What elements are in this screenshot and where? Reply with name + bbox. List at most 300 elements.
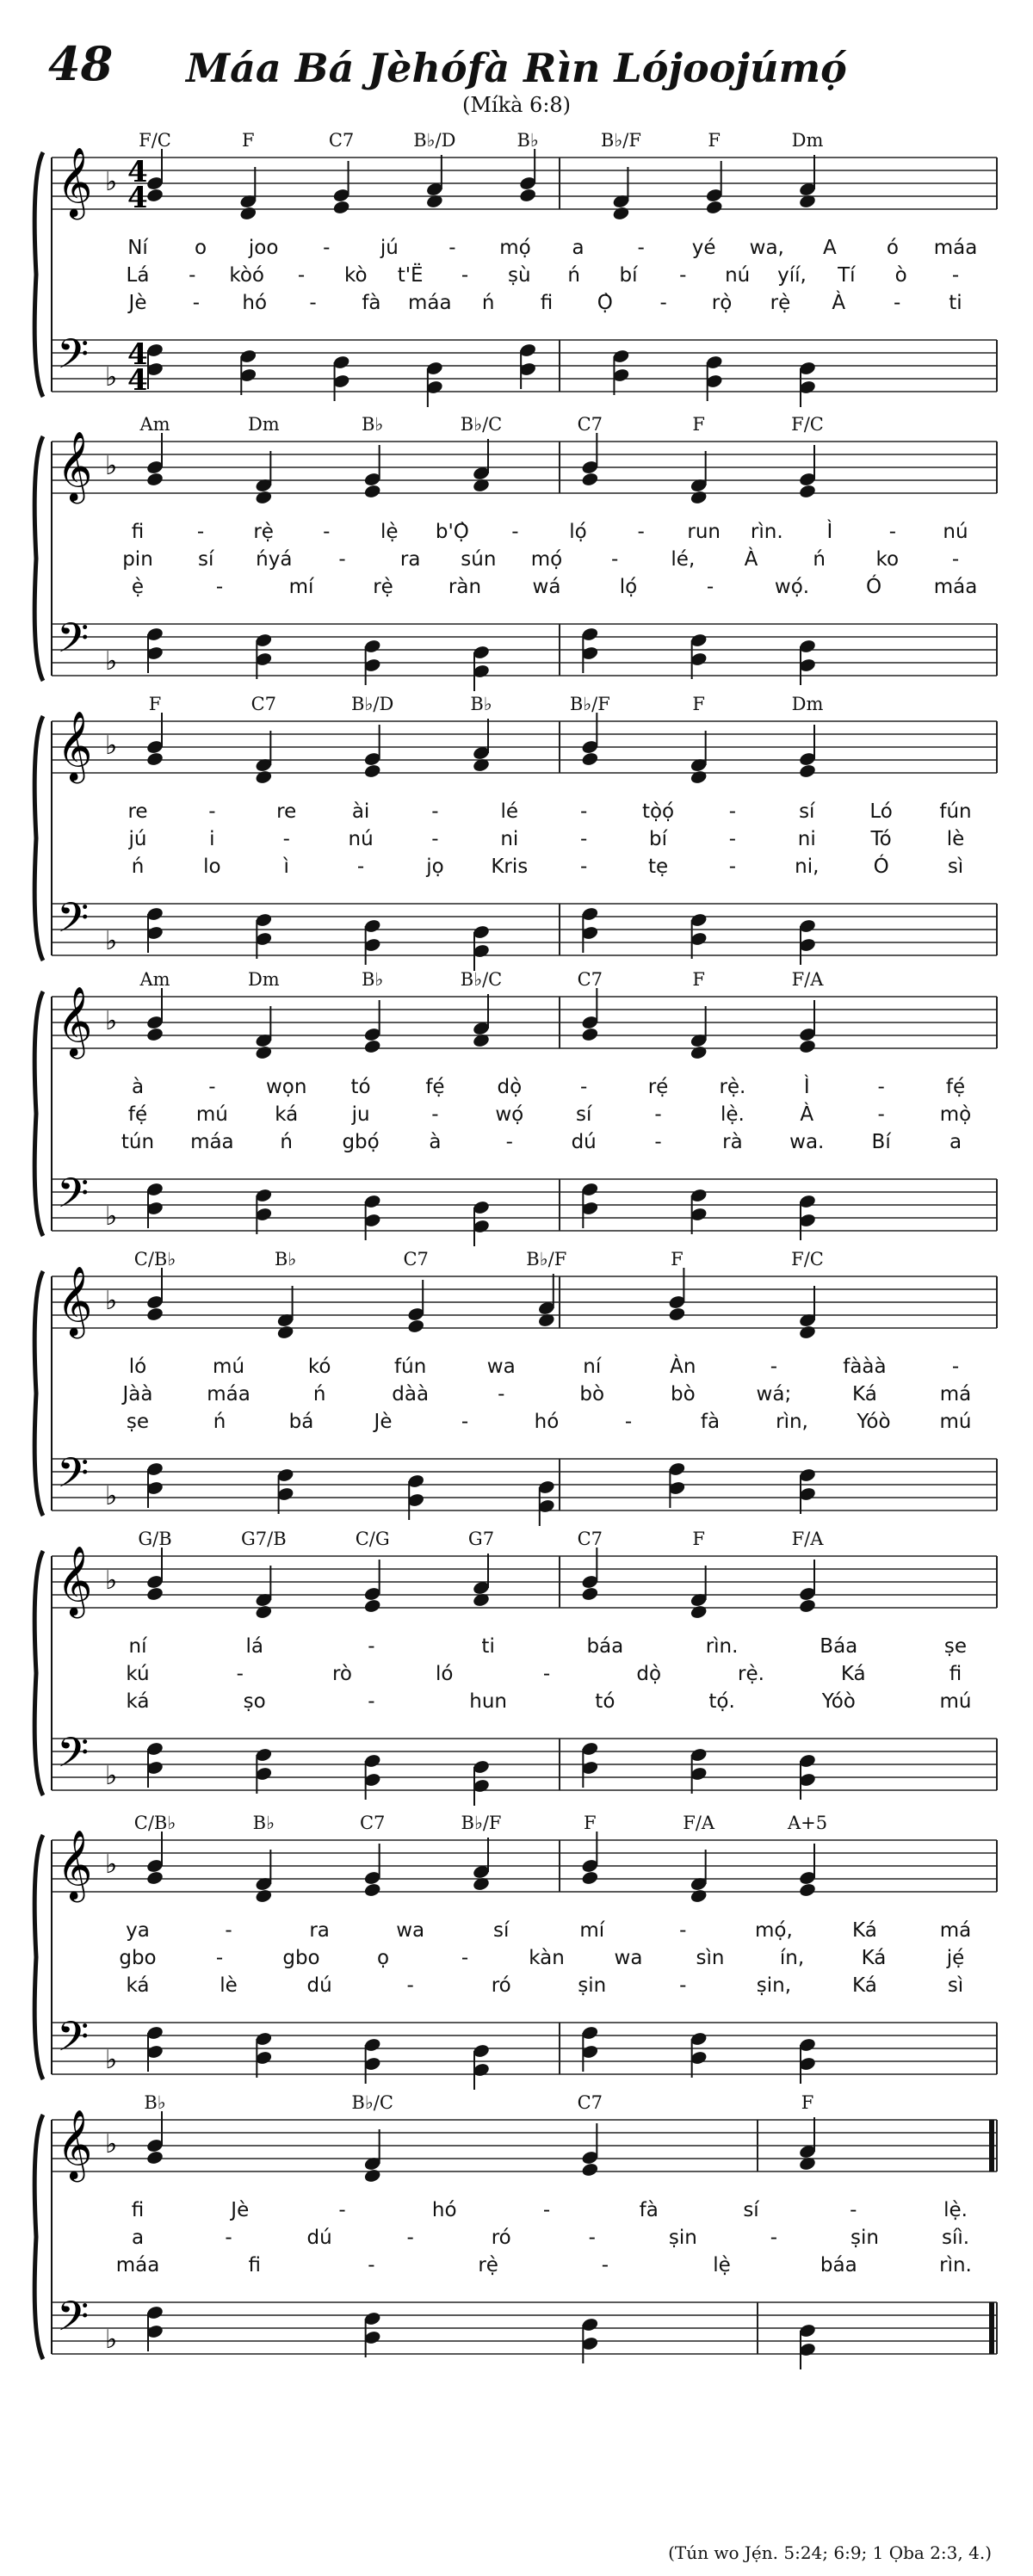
svg-text:𝄞: 𝄞: [57, 1829, 93, 1900]
lyric-verse-1: ya: [126, 1919, 150, 1942]
lyric-verse-2: pin: [122, 548, 153, 571]
lyric-verse-3: -: [406, 1974, 414, 1997]
lyric-verse-3: Ó: [873, 856, 889, 878]
lyric-verse-1: -: [877, 1076, 885, 1098]
svg-text:𝄢: 𝄢: [57, 893, 90, 952]
lyric-verse-1: rìn.: [705, 1635, 739, 1658]
svg-text:♭: ♭: [105, 2129, 118, 2159]
chord-symbol: Dm: [791, 694, 824, 714]
chord-symbol: C7: [577, 2092, 603, 2113]
lyric-verse-1: ṣe: [943, 1635, 968, 1658]
lyric-verse-2: síì.: [941, 2227, 970, 2249]
lyric-verse-2: -: [951, 548, 960, 571]
lyric-verse-1: mọ́: [499, 237, 531, 259]
lyric-verse-3: fà: [362, 292, 381, 314]
lyric-verse-1: sí: [799, 800, 815, 823]
lyric-verse-2: ṣin: [850, 2227, 879, 2249]
lyric-verse-3: -: [728, 856, 737, 878]
lyric-verse-2: ju: [351, 1103, 370, 1126]
lyric-verse-1: tọ̀ọ́: [641, 800, 675, 823]
chord-symbol: B♭/D: [413, 130, 456, 151]
chord-symbol: B♭/F: [526, 1249, 567, 1269]
lyric-verse-1: ní: [583, 1356, 602, 1378]
lyric-verse-2: lẹ̀.: [720, 1103, 745, 1126]
lyric-verse-2: sìn: [696, 1947, 725, 1969]
lyric-verse-3: à: [429, 1131, 442, 1153]
lyric-verse-3: tó: [595, 1690, 615, 1713]
lyric-verse-2: -: [406, 2227, 414, 2249]
lyric-verse-1: à: [131, 1076, 145, 1098]
chord-symbol: F/C: [139, 130, 171, 151]
lyric-verse-2: ńyá: [256, 548, 293, 571]
svg-text:𝄞: 𝄞: [57, 2109, 93, 2179]
lyric-verse-2: dàà: [392, 1383, 430, 1405]
lyric-verse-3: ń: [280, 1131, 294, 1153]
chord-symbol: B♭/C: [460, 969, 503, 990]
lyric-verse-3: dú: [306, 1974, 332, 1997]
chord-symbol: B♭: [470, 694, 492, 714]
lyric-verse-1: run: [687, 521, 721, 543]
lyric-verse-2: Jàà: [122, 1383, 153, 1405]
lyric-verse-3: -: [356, 856, 365, 878]
chord-symbol: Am: [139, 969, 170, 990]
lyric-verse-2: -: [461, 264, 469, 287]
chord-symbol: B♭/C: [351, 2092, 393, 2113]
chord-symbol: F: [241, 130, 255, 151]
lyric-verse-3: lè: [220, 1974, 238, 1997]
lyric-verse-3: Bí: [871, 1131, 891, 1153]
lyric-verse-3: ń: [481, 292, 495, 314]
lyric-verse-3: -: [706, 576, 714, 598]
lyric-verse-3: sì: [947, 1974, 964, 1997]
svg-text:𝄞: 𝄞: [57, 146, 93, 217]
lyric-verse-2: mọ̀: [939, 1103, 972, 1126]
lyric-verse-3: -: [368, 2254, 375, 2276]
lyric-verse-2: lé,: [671, 548, 696, 571]
lyric-verse-3: ì: [283, 856, 289, 878]
lyric-verse-2: -: [654, 1103, 662, 1126]
chord-symbol: G7: [467, 1529, 495, 1549]
lyric-verse-2: ọ: [376, 1947, 390, 1969]
svg-text:♭: ♭: [105, 167, 118, 197]
lyric-verse-1: b'Ọ̀: [435, 521, 469, 543]
lyric-verse-3: gbọ́: [342, 1131, 380, 1153]
lyric-verse-3: Ká: [852, 1974, 877, 1997]
lyric-verse-1: Ní: [127, 237, 148, 259]
lyric-verse-1: joo: [248, 237, 279, 259]
lyric-verse-2: ń: [312, 1383, 326, 1405]
lyric-verse-2: -: [189, 264, 196, 287]
lyric-verse-3: -: [215, 576, 224, 598]
lyric-verse-2: jú: [128, 828, 147, 850]
lyric-verse-3: máa: [407, 292, 452, 314]
svg-text:♭: ♭: [105, 731, 118, 761]
lyric-verse-2: -: [461, 1947, 469, 1969]
lyric-verse-3: ṣin,: [756, 1974, 792, 1997]
lyric-verse-2: ká: [275, 1103, 299, 1126]
lyric-verse-1: fẹ́: [425, 1076, 445, 1098]
lyric-verse-1: re: [276, 800, 297, 823]
chord-symbol: C7: [359, 1813, 386, 1833]
svg-text:♭: ♭: [105, 1286, 118, 1316]
svg-text:𝄢: 𝄢: [57, 2012, 90, 2071]
lyric-verse-2: sí: [197, 548, 214, 571]
lyric-verse-1: -: [888, 521, 897, 543]
scripture-reference: (Míkà 6:8): [461, 93, 572, 117]
lyric-verse-3: mí: [288, 576, 314, 598]
lyric-verse-3: rìn,: [776, 1411, 808, 1433]
staff-lines: [0, 1532, 1033, 1816]
lyric-verse-2: -: [282, 828, 290, 850]
lyric-verse-1: -: [637, 237, 645, 259]
lyric-verse-2: -: [770, 2227, 778, 2249]
lyric-verse-1: -: [368, 1635, 375, 1658]
lyric-verse-3: tẹ: [647, 856, 669, 878]
lyric-verse-3: lọ́: [619, 576, 638, 598]
lyric-verse-2: -: [215, 1947, 224, 1969]
lyric-verse-3: Ó: [865, 576, 882, 598]
lyric-verse-2: dọ̀: [636, 1663, 662, 1685]
svg-text:𝄞: 𝄞: [57, 430, 93, 501]
lyric-verse-3: tún: [121, 1131, 155, 1153]
lyric-verse-2: -: [297, 264, 306, 287]
lyric-verse-1: wa,: [749, 237, 784, 259]
system-8: [0, 2092, 1033, 2380]
chord-symbol: F: [148, 694, 162, 714]
lyric-verse-2: -: [728, 828, 737, 850]
lyric-verse-3: báa: [820, 2254, 857, 2276]
lyric-verse-1: A: [822, 237, 837, 259]
lyric-verse-2: Ká: [840, 1663, 866, 1685]
lyric-verse-3: hó: [534, 1411, 560, 1433]
lyric-verse-2: sún: [461, 548, 497, 571]
lyric-verse-3: máa: [933, 576, 978, 598]
chord-symbol: F: [692, 694, 705, 714]
lyric-verse-1: rìn.: [750, 521, 783, 543]
lyric-verse-3: -: [505, 1131, 513, 1153]
chord-symbol: B♭: [361, 969, 384, 990]
lyric-verse-3: ti: [949, 292, 962, 314]
lyric-verse-2: ń: [813, 548, 826, 571]
lyric-verse-1: -: [637, 521, 645, 543]
lyric-verse-3: wa.: [789, 1131, 825, 1153]
chord-symbol: F/C: [791, 1249, 824, 1269]
chord-symbol: B♭/F: [569, 694, 610, 714]
lyric-verse-1: -: [580, 800, 588, 823]
svg-text:♭: ♭: [105, 1566, 118, 1596]
lyric-verse-2: t'Ë: [397, 264, 424, 287]
lyric-verse-3: hó: [242, 292, 268, 314]
lyric-verse-3: bá: [288, 1411, 314, 1433]
chord-symbol: F: [692, 969, 705, 990]
lyric-verse-1: lọ́: [569, 521, 587, 543]
svg-text:♭: ♭: [105, 2325, 118, 2355]
lyric-verse-3: a: [949, 1131, 962, 1153]
lyric-verse-3: À: [832, 292, 846, 314]
lyric-verse-1: mí: [579, 1919, 605, 1942]
chord-symbol: F/C: [791, 414, 824, 435]
lyric-verse-1: Ká: [852, 1919, 877, 1942]
lyric-verse-1: kó: [307, 1356, 331, 1378]
lyric-verse-1: lẹ̀: [380, 521, 399, 543]
lyric-verse-3: rà: [722, 1131, 743, 1153]
chord-symbol: F/A: [791, 969, 824, 990]
svg-text:♭: ♭: [105, 1850, 118, 1880]
chord-symbol: B♭/D: [351, 694, 394, 714]
lyric-verse-1: rẹ̀: [253, 521, 274, 543]
chord-symbol: B♭/C: [460, 414, 503, 435]
lyric-verse-3: -: [679, 1974, 687, 1997]
chord-symbol: G/B: [138, 1529, 172, 1549]
lyric-verse-1: báa: [586, 1635, 624, 1658]
svg-text:𝄢: 𝄢: [57, 1728, 90, 1787]
lyric-verse-2: rò: [331, 1663, 353, 1685]
lyric-verse-1: -: [728, 800, 737, 823]
lyric-verse-2: -: [542, 1663, 551, 1685]
lyric-verse-1: Ì: [803, 1076, 810, 1098]
lyric-verse-3: -: [192, 292, 200, 314]
lyric-verse-2: kòó: [229, 264, 264, 287]
lyric-verse-2: nú: [725, 264, 751, 287]
lyric-verse-2: kò: [344, 264, 368, 287]
lyric-verse-2: -: [951, 264, 960, 287]
svg-text:♭: ♭: [105, 451, 118, 481]
lyric-verse-2: -: [225, 2227, 232, 2249]
system-1: [0, 130, 1033, 417]
lyric-verse-2: -: [611, 548, 619, 571]
chord-symbol: F: [671, 1249, 684, 1269]
chord-symbol: Dm: [247, 414, 280, 435]
lyric-verse-1: -: [323, 521, 331, 543]
lyric-verse-1: -: [542, 2199, 551, 2221]
lyric-verse-2: ń: [567, 264, 580, 287]
lyric-verse-1: jú: [380, 237, 399, 259]
lyric-verse-1: -: [338, 2199, 346, 2221]
lyric-verse-1: fún: [394, 1356, 427, 1378]
lyric-verse-1: ní: [128, 1635, 147, 1658]
lyric-verse-2: -: [580, 828, 588, 850]
system-7: [0, 1813, 1033, 2100]
lyric-verse-3: -: [624, 1411, 633, 1433]
lyric-verse-3: hun: [469, 1690, 508, 1713]
lyric-verse-1: sí: [493, 1919, 510, 1942]
lyric-verse-1: -: [208, 1076, 216, 1098]
lyric-verse-1: -: [770, 1356, 778, 1378]
svg-text:𝄞: 𝄞: [57, 710, 93, 781]
chord-symbol: C7: [403, 1249, 429, 1269]
svg-text:♭: ♭: [105, 646, 118, 676]
lyric-verse-3: Yóò: [821, 1690, 856, 1713]
lyric-verse-2: bò: [579, 1383, 605, 1405]
chord-symbol: F/A: [683, 1813, 715, 1833]
svg-text:♭: ♭: [105, 1761, 118, 1791]
lyric-verse-2: gbo: [119, 1947, 157, 1969]
chord-symbol: B♭: [252, 1813, 275, 1833]
system-5: [0, 1249, 1033, 1536]
lyric-verse-3: -: [893, 292, 901, 314]
lyric-verse-1: -: [448, 237, 456, 259]
lyric-verse-3: ṣo: [243, 1690, 266, 1713]
lyric-verse-2: wa: [614, 1947, 643, 1969]
lyric-verse-2: Ká: [861, 1947, 887, 1969]
lyric-verse-2: lè: [946, 828, 965, 850]
chord-symbol: Dm: [791, 130, 824, 151]
staff-lines: [0, 1252, 1033, 1536]
lyric-verse-3: Yóò: [857, 1411, 891, 1433]
lyric-verse-3: tọ́.: [708, 1690, 735, 1713]
hymn-title: Máa Bá Jèhófà Rìn Lójoojúmọ́: [186, 45, 847, 91]
lyric-verse-3: mú: [939, 1690, 972, 1713]
lyric-verse-3: rìn.: [939, 2254, 972, 2276]
lyric-verse-2: mọ́: [530, 548, 563, 571]
svg-text:♭: ♭: [105, 926, 118, 956]
footer-reference: (Tún wo Jẹ́n. 5:24; 6:9; 1 Ọba 2:3, 4.): [668, 2542, 992, 2563]
lyric-verse-3: mú: [939, 1411, 972, 1433]
lyric-verse-1: Ì: [826, 521, 833, 543]
lyric-verse-3: lẹ̀: [713, 2254, 731, 2276]
lyric-verse-3: -: [601, 2254, 609, 2276]
svg-text:𝄢: 𝄢: [57, 2292, 90, 2351]
svg-text:𝄢: 𝄢: [57, 614, 90, 672]
lyric-verse-1: o: [195, 237, 207, 259]
svg-text:♭: ♭: [105, 1481, 118, 1511]
lyric-verse-1: tó: [350, 1076, 371, 1098]
system-6: [0, 1529, 1033, 1816]
svg-text:4: 4: [127, 181, 148, 215]
lyric-verse-2: mú: [195, 1103, 228, 1126]
lyric-verse-2: Lá: [126, 264, 150, 287]
lyric-verse-1: wọn: [265, 1076, 307, 1098]
lyric-verse-1: -: [951, 1356, 960, 1378]
chord-symbol: C7: [577, 969, 603, 990]
lyric-verse-2: ra: [399, 548, 421, 571]
lyric-verse-2: Ká: [852, 1383, 877, 1405]
lyric-verse-1: re: [127, 800, 148, 823]
lyric-verse-1: sí: [743, 2199, 759, 2221]
lyric-verse-1: -: [208, 800, 216, 823]
lyric-verse-2: rẹ̀.: [738, 1663, 764, 1685]
lyric-verse-2: ò: [894, 264, 907, 287]
lyric-verse-2: -: [588, 2227, 596, 2249]
svg-text:𝄞: 𝄞: [57, 1545, 93, 1615]
lyric-verse-1: Àn: [670, 1356, 696, 1378]
lyric-verse-2: má: [939, 1383, 972, 1405]
svg-text:4: 4: [127, 337, 148, 372]
lyric-verse-1: wa: [396, 1919, 425, 1942]
chord-symbol: F: [801, 2092, 814, 2113]
chord-symbol: G7/B: [241, 1529, 287, 1549]
lyric-verse-1: -: [431, 800, 439, 823]
lyric-verse-3: -: [659, 292, 667, 314]
lyric-verse-1: lẹ̀.: [943, 2199, 968, 2221]
lyric-verse-2: À: [800, 1103, 814, 1126]
lyric-verse-2: -: [338, 548, 346, 571]
lyric-verse-3: fà: [700, 1411, 721, 1433]
lyric-verse-2: Tí: [838, 264, 856, 287]
svg-text:𝄢: 𝄢: [57, 1449, 90, 1507]
chord-symbol: B♭: [361, 414, 384, 435]
lyric-verse-3: ró: [491, 1974, 511, 1997]
lyric-verse-3: wá: [532, 576, 561, 598]
lyric-verse-1: yé: [691, 237, 716, 259]
lyric-verse-1: fà: [639, 2199, 659, 2221]
lyric-verse-1: mú: [213, 1356, 245, 1378]
lyric-verse-2: wọ́: [495, 1103, 524, 1126]
lyric-verse-1: wa: [486, 1356, 516, 1378]
lyric-verse-1: Báa: [820, 1635, 858, 1658]
chord-symbol: C7: [577, 414, 603, 435]
chord-symbol: C7: [577, 1529, 603, 1549]
lyric-verse-1: ti: [481, 1635, 495, 1658]
lyric-verse-1: hó: [431, 2199, 457, 2221]
lyric-verse-3: Ọ̀: [597, 292, 613, 314]
chord-symbol: F: [692, 414, 705, 435]
svg-text:♭: ♭: [105, 362, 118, 392]
system-3: [0, 694, 1033, 981]
lyric-verse-1: -: [679, 1919, 687, 1942]
lyric-verse-2: Tó: [870, 828, 892, 850]
lyric-verse-1: a: [572, 237, 585, 259]
chord-symbol: A+5: [787, 1813, 828, 1833]
chord-symbol: B♭/F: [461, 1813, 502, 1833]
chord-symbol: F: [584, 1813, 597, 1833]
lyric-verse-1: fún: [939, 800, 972, 823]
lyric-verse-3: -: [461, 1411, 469, 1433]
lyric-verse-2: -: [431, 1103, 439, 1126]
lyric-verse-1: máa: [933, 237, 978, 259]
lyric-verse-2: gbo: [282, 1947, 320, 1969]
lyric-verse-2: a: [131, 2227, 145, 2249]
svg-text:♭: ♭: [105, 1006, 118, 1036]
lyric-verse-2: bò: [670, 1383, 696, 1405]
lyric-verse-2: ró: [491, 2227, 511, 2249]
lyric-verse-1: dọ̀: [497, 1076, 523, 1098]
lyric-verse-2: ni: [500, 828, 519, 850]
lyric-verse-3: rẹ̀: [770, 292, 791, 314]
lyric-verse-3: -: [580, 856, 588, 878]
lyric-verse-1: má: [939, 1919, 972, 1942]
lyric-verse-1: ló: [128, 1356, 147, 1378]
lyric-verse-3: Jè: [374, 1411, 393, 1433]
lyric-verse-2: wá;: [756, 1383, 792, 1405]
lyric-verse-1: fẹ́: [945, 1076, 966, 1098]
lyric-verse-1: -: [580, 1076, 588, 1098]
lyric-verse-3: -: [309, 292, 317, 314]
lyric-verse-1: lá: [245, 1635, 263, 1658]
lyric-verse-1: fi: [131, 521, 145, 543]
lyric-verse-2: -: [236, 1663, 244, 1685]
lyric-verse-1: fààà: [843, 1356, 887, 1378]
lyric-verse-1: ó: [886, 237, 899, 259]
lyric-verse-2: ṣù: [508, 264, 531, 287]
svg-text:4: 4: [127, 363, 148, 398]
chord-symbol: B♭: [516, 130, 539, 151]
lyric-verse-1: ài: [351, 800, 370, 823]
lyric-verse-3: -: [654, 1131, 662, 1153]
lyric-verse-2: kàn: [529, 1947, 565, 1969]
lyric-verse-3: ká: [126, 1690, 150, 1713]
lyric-verse-3: ń: [131, 856, 145, 878]
lyric-verse-2: fi: [949, 1663, 962, 1685]
lyric-verse-3: fi: [540, 292, 554, 314]
lyric-verse-2: ko: [875, 548, 900, 571]
lyric-verse-3: máa: [115, 2254, 160, 2276]
lyric-verse-2: ín,: [779, 1947, 805, 1969]
svg-text:𝄢: 𝄢: [57, 330, 90, 388]
lyric-verse-3: fi: [248, 2254, 261, 2276]
lyric-verse-2: bí: [619, 264, 638, 287]
chord-symbol: Am: [139, 414, 170, 435]
